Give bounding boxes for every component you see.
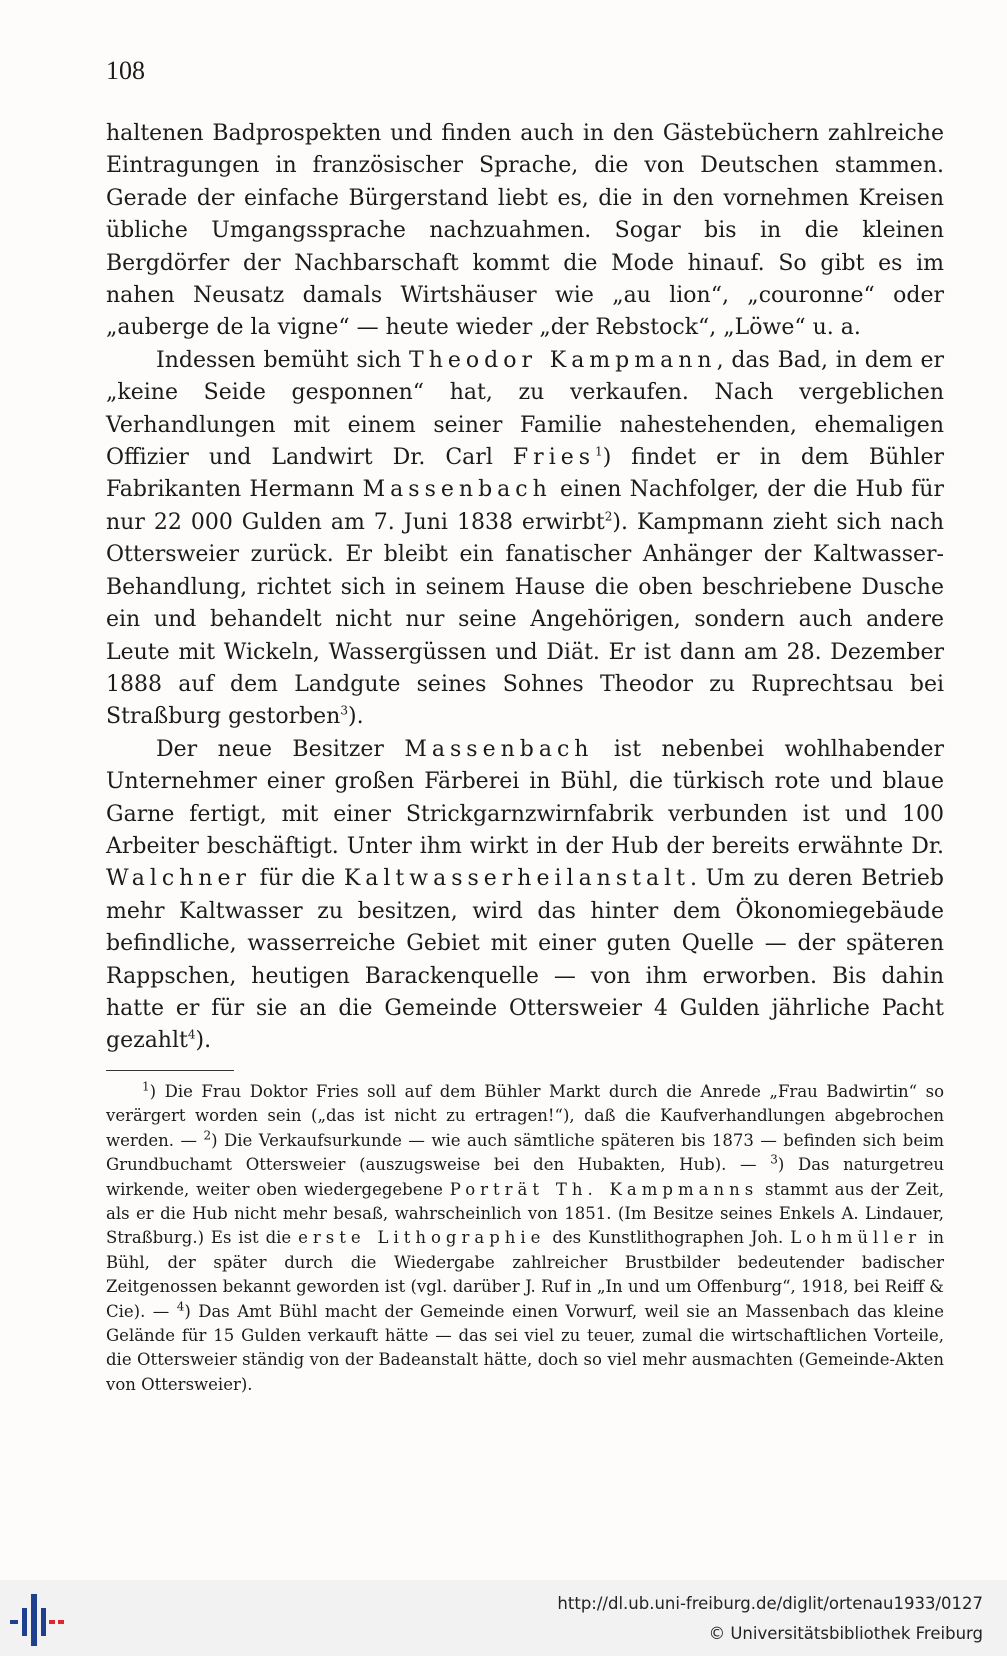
- spaced-name: Massenbach: [404, 736, 594, 762]
- spaced-name: erste Lithographie: [298, 1228, 546, 1248]
- footnote-divider: [106, 1070, 234, 1071]
- spaced-name: Theodor Kampmann: [409, 347, 717, 373]
- footnote-marker: 2: [203, 1128, 212, 1143]
- spaced-name: Porträt Th. Kampmanns: [449, 1179, 759, 1199]
- spaced-name: Walchner: [106, 866, 252, 892]
- ub-freiburg-logo-icon[interactable]: [8, 1590, 68, 1650]
- viewer-footer: [0, 1580, 1007, 1656]
- footnote-marker: 1: [142, 1079, 150, 1094]
- footer-copyright: © Universitätsbibliothek Freiburg: [708, 1624, 983, 1643]
- spaced-name: Lohmüller: [790, 1228, 922, 1248]
- footnote-ref: 3: [340, 703, 348, 718]
- paragraph-2: Indessen bemüht sich Theodor Kampmann, das Bad, in dem er „keine Seide gesponnen“ hat, zu verkaufen. Nach vergeblichen Verhandlungen mit einem seiner Familie nahestehenden, ehemaligen Offizier und Landwirt Dr. Carl Fries$^1$) findet er in dem Bühler Fabrikanten Hermann Massenbach einen Nachfolger, der die Hub für nur 22 000 Gulden am 7. Juni 1838 erwirbt$^2$). Kampmann zieht sich nach Ottersweier zurück. Er bleibt ein fanatischer Anhänger der Kaltwasser-Behandlung, richtet sich in seinem Hause die oben beschriebene Dusche ein und behandelt nicht nur seine Angehörigen, sondern auch andere Leute mit Wickeln, Wassergüssen und Diät. Er ist dann am 28. Dezember 1888 auf dem Landgute seines Sohnes Theodor zu Ruprechtsau bei Straßburg gestorben$^3$).: [106, 347, 944, 730]
- page-number: 108: [106, 56, 145, 85]
- footnote-ref: 2: [604, 509, 613, 524]
- spaced-name: Massenbach: [362, 477, 552, 503]
- footnote-marker: 3: [770, 1152, 778, 1167]
- footnote-ref: 4: [187, 1028, 196, 1043]
- footnote-ref: 1: [595, 444, 603, 459]
- main-text: [106, 118, 944, 1058]
- spaced-name: Kaltwasserheilanstalt: [343, 866, 690, 892]
- paragraph-1: haltenen Badprospekten und finden auch in den Gästebüchern zahlreiche Eintragungen in französischer Sprache, die von Deutschen stammen. Gerade der einfache Bürgerstand liebt es, die in den vornehmen Kreisen übliche Umgangssprache nachzuahmen. Sogar bis in die kleinen Bergdörfer der Nachbarschaft kommt die Mode hinauf. So gibt es im nahen Neusatz damals Wirtshäuser wie „au lion“, „couronne“ oder „auberge de la vigne“ — heute wieder „der Rebstock“, „Löwe“ u. a.: [106, 121, 944, 341]
- spaced-name: Fries: [512, 445, 596, 471]
- footnotes: [106, 1080, 944, 1397]
- paragraph-3: Der neue Besitzer Massenbach ist nebenbei wohlhabender Unternehmer einer großen Färberei in Bühl, die türkisch rote und blaue Garne fertigt, mit einer Strickgarnzwirnfabrik verbunden ist und 100 Arbeiter beschäftigt. Unter ihm wirkt in der Hub der bereits erwähnte Dr. Walchner für die Kaltwasserheilanstalt. Um zu deren Betrieb mehr Kaltwasser zu besitzen, wird das hinter dem Ökonomiegebäude befindliche, wasserreiche Gebiet mit einer guten Quelle — der späteren Rappschen, heutigen Barackenquelle — von ihm erworben. Bis dahin hatte er für sie an die Gemeinde Ottersweier 4 Gulden jährliche Pacht gezahlt$^4$).: [106, 736, 944, 1054]
- footer-permalink[interactable]: http://dl.ub.uni-freiburg.de/diglit/ortenau1933/0127: [557, 1594, 983, 1613]
- footnote-block: $^1$) Die Frau Doktor Fries soll auf dem Bühler Markt durch die Anrede „Frau Badwirtin“ so verärgert worden sein („das ist nicht zu ertragen!“), daß die Kaufverhandlungen abgebrochen werden. — $^2$) Die Verkaufsurkunde — wie auch sämtliche späteren bis 1873 — befinden sich beim Grundbuchamt Ottersweier (auszugsweise bei den Hubakten, Hub). — $^3$) Das naturgetreu wirkende, weiter oben wiedergegebene Porträt Th. Kampmanns stammt aus der Zeit, als er die Hub nicht mehr besaß, wahrscheinlich von 1851. (Im Besitze seines Enkels A. Lindauer, Straßburg.) Es ist die erste Lithographie des Kunstlithographen Joh. Lohmüller in Bühl, der später durch die Wiedergabe zahlreicher Brustbilder bedeutender badischer Zeitgenossen bekannt geworden ist (vgl. darüber J. Ruf in „In und um Offenburg“, 1918, bei Reiff & Cie). — $^4$) Das Amt Bühl macht der Gemeinde einen Vorwurf, weil sie an Massenbach das kleine Gelände für 15 Gulden verkauft hätte — das sei viel zu teuer, zumal die wirtschaftlichen Vorteile, die Ottersweier ständig von der Badeanstalt hätte, doch so viel mehr ausmachten (Gemeinde-Akten von Ottersweier).: [106, 1079, 945, 1394]
- footnote-marker: 4: [176, 1299, 185, 1314]
